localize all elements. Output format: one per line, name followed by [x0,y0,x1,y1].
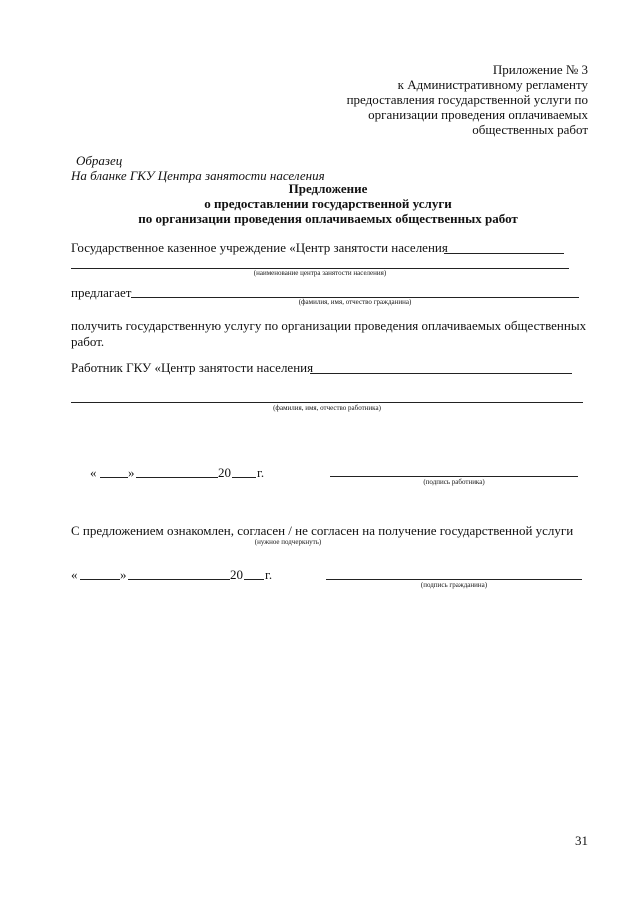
worker-signature-caption: (подпись работника) [423,478,485,486]
institution-name-field[interactable] [444,253,564,254]
date-open-quote: « [71,567,78,582]
date-year-suffix: г. [257,465,265,480]
acknowledgement-text: С предложением ознакомлен, согласен / не согласен на получение государственной услуги [71,523,574,538]
citizen-date-year-field[interactable] [244,579,264,580]
page-number: 31 [575,833,588,848]
document-title: Предложение [288,181,368,196]
letterhead-note: На бланке ГКУ Центра занятости населения [71,168,325,183]
worker-date-month-field[interactable] [136,477,218,478]
document-subtitle: о предоставлении государственной услуги [204,196,452,211]
institution-label: Государственное казенное учреждение «Центр занятости населения [71,240,448,255]
citizen-name-caption: (фамилия, имя, отчество гражданина) [298,298,412,306]
worker-name-caption: (фамилия, имя, отчество работника) [273,404,381,412]
appendix-ref-line: предоставления государственной услуги по [346,92,588,107]
worker-signature-field[interactable] [330,476,578,477]
appendix-ref-line: общественных работ [472,122,588,137]
citizen-date-day-field[interactable] [80,579,120,580]
citizen-signature-caption: (подпись гражданина) [420,581,488,589]
worker-date-day-field[interactable] [100,477,128,478]
date-year-suffix: г. [265,567,273,582]
appendix-ref-line: к Административному регламенту [397,77,588,92]
citizen-signature-field[interactable] [326,579,582,580]
offers-label: предлагает [71,285,132,300]
date-year-prefix: 20 [218,465,231,480]
document-subtitle: по организации проведения оплачиваемых общественных работ [138,211,518,226]
institution-caption: (наименование центра занятости населения) [253,269,387,277]
sample-label: Образец [76,153,123,168]
acknowledgement-caption: (нужное подчеркнуть) [254,538,322,546]
service-text-cont: работ. [71,334,105,349]
worker-label: Работник ГКУ «Центр занятости населения [71,360,314,375]
worker-name-field-line2[interactable] [71,402,583,403]
service-text: получить государственную услугу по организации проведения оплачиваемых общественных [71,318,587,333]
worker-name-field[interactable] [310,373,572,374]
appendix-number: Приложение № 3 [492,62,588,77]
date-close-quote: » [128,465,135,480]
date-close-quote: » [120,567,127,582]
date-open-quote: « [90,465,97,480]
date-year-prefix: 20 [230,567,243,582]
worker-date-year-field[interactable] [232,477,256,478]
appendix-ref-line: организации проведения оплачиваемых [368,107,588,122]
citizen-date-month-field[interactable] [128,579,230,580]
